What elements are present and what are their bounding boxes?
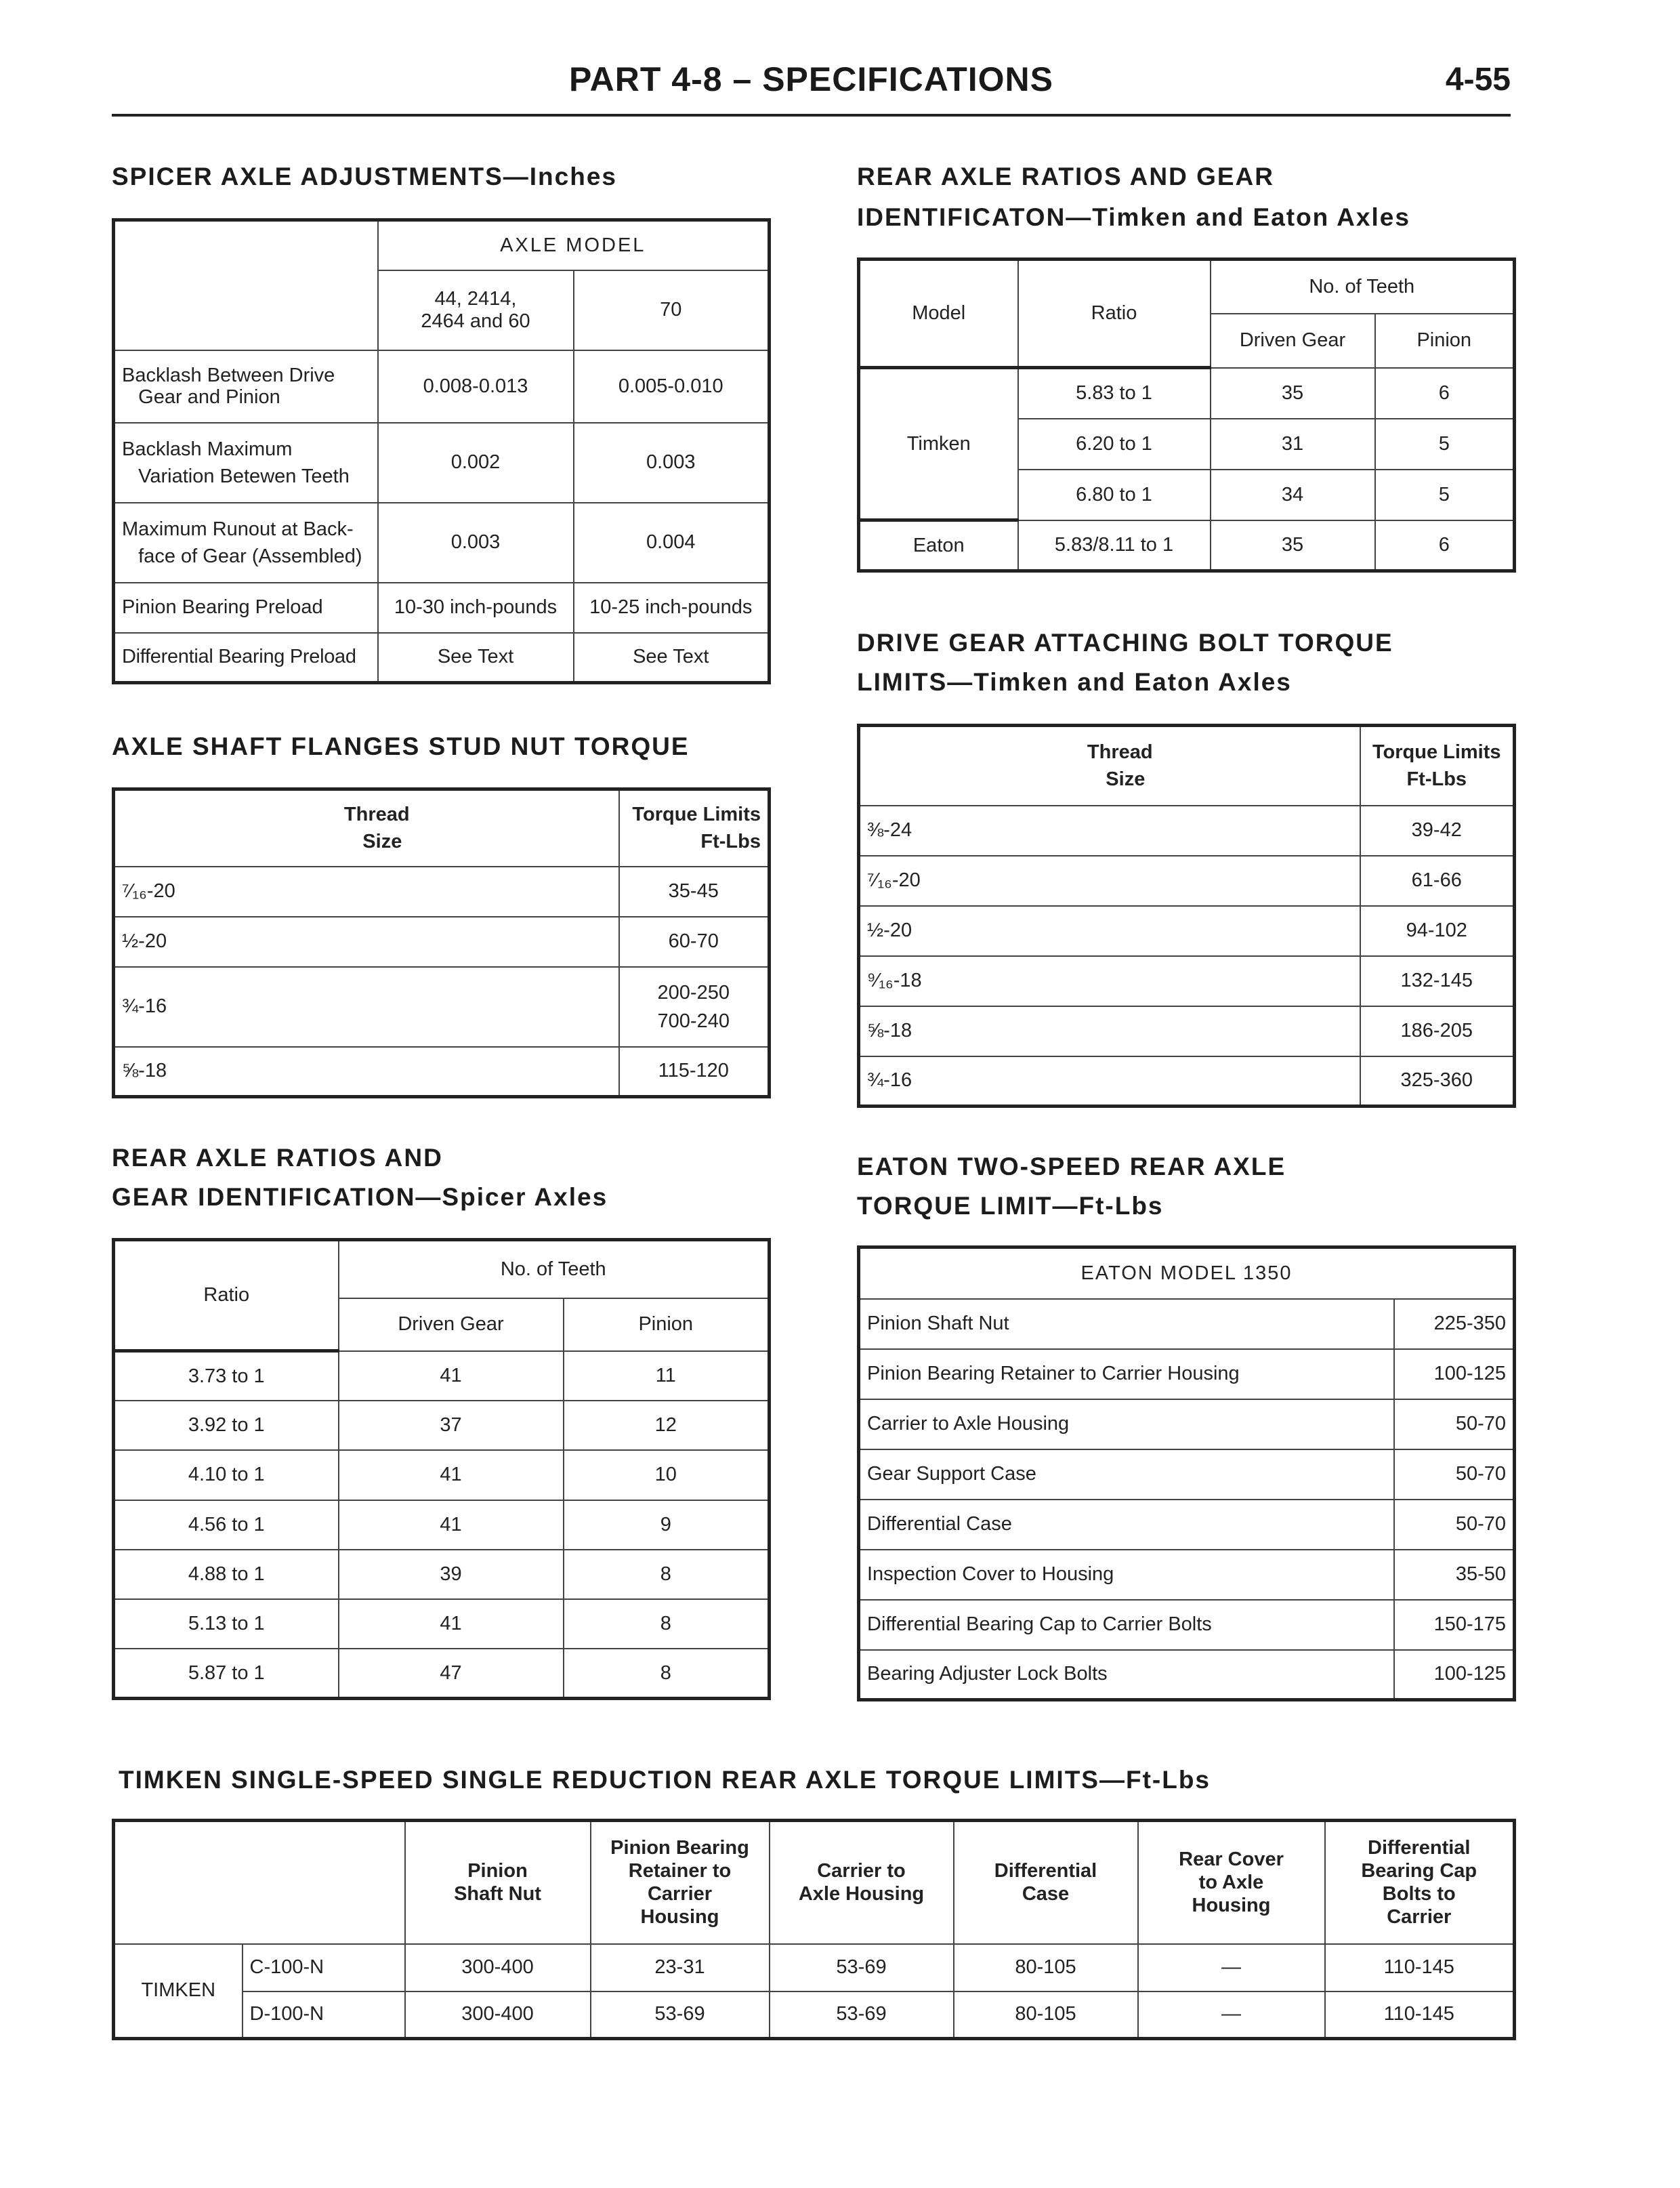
- torque-value: 61-66: [1360, 856, 1515, 906]
- row-label: Backlash Between Drive Gear and Pinion: [114, 350, 378, 423]
- ratio-cell: 4.88 to 1: [114, 1550, 339, 1599]
- cell-value: 53-69: [770, 1991, 954, 2039]
- pinion-header: Pinion: [1375, 314, 1515, 368]
- thread-size: ⁹⁄₁₆-18: [859, 956, 1360, 1006]
- timken-eaton-ratios-title-1: REAR AXLE RATIOS AND GEAR: [857, 163, 1274, 190]
- header-dash: –: [732, 60, 753, 98]
- pinion-cell: 11: [564, 1351, 770, 1401]
- pinion-cell: 6: [1375, 368, 1515, 419]
- model-cell: D-100-N: [243, 1991, 405, 2039]
- driven-gear-header: Driven Gear: [1211, 314, 1375, 368]
- cell-value: 0.008-0.013: [378, 350, 574, 423]
- torque-item: Bearing Adjuster Lock Bolts: [859, 1650, 1394, 1700]
- driven-cell: 41: [339, 1500, 564, 1550]
- ratio-cell: 4.10 to 1: [114, 1450, 339, 1500]
- timken-model-cell: Timken: [859, 368, 1018, 520]
- thread-size: ¾-16: [859, 1056, 1360, 1107]
- pinion-cell: 8: [564, 1550, 770, 1599]
- timken-eaton-ratios-title-2: IDENTIFICATON—Timken and Eaton Axles: [857, 203, 1410, 231]
- pinion-header: Pinion: [564, 1298, 770, 1351]
- torque-value: 100-125: [1394, 1349, 1515, 1399]
- torque-item: Pinion Bearing Retainer to Carrier Housing: [859, 1349, 1394, 1399]
- torque-value: 94-102: [1360, 906, 1515, 956]
- eaton-two-speed-title-1: EATON TWO-SPEED REAR AXLE: [857, 1153, 1286, 1180]
- empty-corner-cell: [114, 1821, 405, 1944]
- stud-nut-torque-title: AXLE SHAFT FLANGES STUD NUT TORQUE: [112, 732, 690, 760]
- driven-gear-header: Driven Gear: [339, 1298, 564, 1351]
- ratio-cell: 5.83 to 1: [1018, 368, 1211, 419]
- torque-item: Differential Bearing Cap to Carrier Bolts: [859, 1600, 1394, 1650]
- driven-cell: 41: [339, 1351, 564, 1401]
- row-label: Differential Bearing Preload: [114, 633, 378, 683]
- torque-value: 186-205: [1360, 1006, 1515, 1056]
- cell-value: See Text: [378, 633, 574, 683]
- thread-size: ⅝-18: [114, 1047, 619, 1097]
- driven-cell: 41: [339, 1599, 564, 1649]
- thread-size: ½-20: [114, 917, 619, 967]
- ratio-cell: 4.56 to 1: [114, 1500, 339, 1550]
- row-label: Maximum Runout at Back- face of Gear (Assembled): [114, 503, 378, 583]
- cell-value: 10-25 inch-pounds: [574, 583, 770, 633]
- ratio-header: Ratio: [114, 1240, 339, 1351]
- drive-gear-title-1: DRIVE GEAR ATTACHING BOLT TORQUE: [857, 629, 1393, 657]
- pinion-cell: 9: [564, 1500, 770, 1550]
- ratio-cell: 6.20 to 1: [1018, 419, 1211, 470]
- ratio-cell: 5.83/8.11 to 1: [1018, 520, 1211, 571]
- timken-single-speed-title: TIMKEN SINGLE-SPEED SINGLE REDUCTION REAR AXLE TORQUE LIMITS—Ft-Lbs: [119, 1766, 1211, 1794]
- pinion-cell: 6: [1375, 520, 1515, 571]
- ratio-cell: 6.80 to 1: [1018, 470, 1211, 520]
- torque-value: 115-120: [619, 1047, 770, 1097]
- ratio-cell: 3.92 to 1: [114, 1401, 339, 1450]
- thread-size: ⅜-24: [859, 806, 1360, 856]
- cell-value: 110-145: [1325, 1991, 1515, 2039]
- torque-item: Differential Case: [859, 1500, 1394, 1550]
- cell-value: See Text: [574, 633, 770, 683]
- torque-value: 50-70: [1394, 1449, 1515, 1500]
- cell-value: 23-31: [591, 1944, 770, 1991]
- model-header: Model: [859, 260, 1018, 368]
- teeth-header: No. of Teeth: [1211, 260, 1515, 314]
- empty-corner-cell: [114, 220, 378, 350]
- cell-value: 110-145: [1325, 1944, 1515, 1991]
- driven-cell: 35: [1211, 368, 1375, 419]
- torque-value: 100-125: [1394, 1650, 1515, 1700]
- cell-value: 0.002: [378, 423, 574, 503]
- row-label: Pinion Bearing Preload: [114, 583, 378, 633]
- torque-value: 50-70: [1394, 1399, 1515, 1449]
- col-header-44-60: 44, 2414, 2464 and 60: [378, 270, 574, 350]
- cell-value: 300-400: [405, 1944, 591, 1991]
- torque-item: Gear Support Case: [859, 1449, 1394, 1500]
- driven-cell: 41: [339, 1450, 564, 1500]
- driven-cell: 47: [339, 1649, 564, 1698]
- cell-value: —: [1138, 1944, 1325, 1991]
- col-header: Pinion Bearing Retainer to Carrier Housing: [591, 1821, 770, 1944]
- pinion-cell: 5: [1375, 470, 1515, 520]
- thread-size: ¾-16: [114, 967, 619, 1047]
- torque-item: Pinion Shaft Nut: [859, 1299, 1394, 1349]
- thread-size: ⁷⁄₁₆-20: [859, 856, 1360, 906]
- torque-value: 200-250 700-240: [619, 967, 770, 1047]
- cell-value: 0.003: [378, 503, 574, 583]
- torque-value: 60-70: [619, 917, 770, 967]
- page-header: [112, 53, 1511, 117]
- thread-size: ⁷⁄₁₆-20: [114, 867, 619, 917]
- ratio-cell: 5.13 to 1: [114, 1599, 339, 1649]
- driven-cell: 37: [339, 1401, 564, 1450]
- cell-value: 80-105: [954, 1991, 1138, 2039]
- torque-limits-header: Torque Limits Ft-Lbs: [1360, 726, 1515, 806]
- ratio-header: Ratio: [1018, 260, 1211, 368]
- torque-value: 35-50: [1394, 1550, 1515, 1600]
- torque-value: 325-360: [1360, 1056, 1515, 1107]
- page-number: 4-55: [1445, 62, 1511, 98]
- torque-value: 150-175: [1394, 1600, 1515, 1650]
- driven-cell: 31: [1211, 419, 1375, 470]
- pinion-cell: 8: [564, 1599, 770, 1649]
- cell-value: 10-30 inch-pounds: [378, 583, 574, 633]
- spicer-ratios-table: [112, 1238, 771, 1700]
- spicer-adjustments-title: SPICER AXLE ADJUSTMENTS—Inches: [112, 163, 617, 190]
- ratio-cell: 3.73 to 1: [114, 1351, 339, 1401]
- torque-limits-header: Torque Limits Ft-Lbs: [619, 789, 770, 867]
- pinion-cell: 8: [564, 1649, 770, 1698]
- spicer-ratios-title-2: GEAR IDENTIFICATION—Spicer Axles: [112, 1183, 608, 1211]
- pinion-cell: 12: [564, 1401, 770, 1450]
- cell-value: 0.003: [574, 423, 770, 503]
- thread-size-header: Thread Size: [114, 789, 619, 867]
- ratio-cell: 5.87 to 1: [114, 1649, 339, 1698]
- col-header: Differential Bearing Cap Bolts to Carrier: [1325, 1821, 1515, 1944]
- teeth-header: No. of Teeth: [339, 1240, 770, 1298]
- eaton-model-cell: Eaton: [859, 520, 1018, 571]
- thread-size-header: Thread Size: [859, 726, 1360, 806]
- thread-size: ⅝-18: [859, 1006, 1360, 1056]
- spicer-ratios-title-1: REAR AXLE RATIOS AND: [112, 1144, 443, 1172]
- torque-value: 39-42: [1360, 806, 1515, 856]
- pinion-cell: 5: [1375, 419, 1515, 470]
- col-header: Rear Cover to Axle Housing: [1138, 1821, 1325, 1944]
- cell-value: 53-69: [770, 1944, 954, 1991]
- cell-value: 0.005-0.010: [574, 350, 770, 423]
- timken-eaton-ratios-table: [857, 257, 1516, 573]
- driven-cell: 34: [1211, 470, 1375, 520]
- eaton-two-speed-table: [857, 1245, 1516, 1701]
- col-header-70: 70: [574, 270, 770, 350]
- cell-value: 80-105: [954, 1944, 1138, 1991]
- thread-size: ½-20: [859, 906, 1360, 956]
- driven-cell: 35: [1211, 520, 1375, 571]
- cell-value: 53-69: [591, 1991, 770, 2039]
- col-header: Carrier to Axle Housing: [770, 1821, 954, 1944]
- timken-single-speed-table: [112, 1819, 1516, 2040]
- torque-value: 35-45: [619, 867, 770, 917]
- torque-value: 50-70: [1394, 1500, 1515, 1550]
- eaton-model-header: EATON MODEL 1350: [859, 1247, 1515, 1299]
- header-title: [112, 60, 1511, 99]
- model-cell: C-100-N: [243, 1944, 405, 1991]
- torque-value: 225-350: [1394, 1299, 1515, 1349]
- eaton-two-speed-title-2: TORQUE LIMIT—Ft-Lbs: [857, 1192, 1164, 1220]
- make-cell: TIMKEN: [114, 1944, 243, 2039]
- axle-model-header: AXLE MODEL: [378, 220, 770, 270]
- cell-value: 300-400: [405, 1991, 591, 2039]
- part-label: PART 4-8: [569, 60, 723, 98]
- row-label: Backlash Maximum Variation Betewen Teeth: [114, 423, 378, 503]
- stud-nut-torque-table: [112, 787, 771, 1098]
- torque-item: Inspection Cover to Housing: [859, 1550, 1394, 1600]
- pinion-cell: 10: [564, 1450, 770, 1500]
- drive-gear-torque-table: [857, 724, 1516, 1108]
- col-header: Differential Case: [954, 1821, 1138, 1944]
- torque-value: 132-145: [1360, 956, 1515, 1006]
- cell-value: —: [1138, 1991, 1325, 2039]
- spicer-adjustments-table: [112, 218, 771, 684]
- section-label: SPECIFICATIONS: [762, 60, 1053, 98]
- cell-value: 0.004: [574, 503, 770, 583]
- drive-gear-title-2: LIMITS—Timken and Eaton Axles: [857, 668, 1292, 696]
- driven-cell: 39: [339, 1550, 564, 1599]
- torque-item: Carrier to Axle Housing: [859, 1399, 1394, 1449]
- col-header: Pinion Shaft Nut: [405, 1821, 591, 1944]
